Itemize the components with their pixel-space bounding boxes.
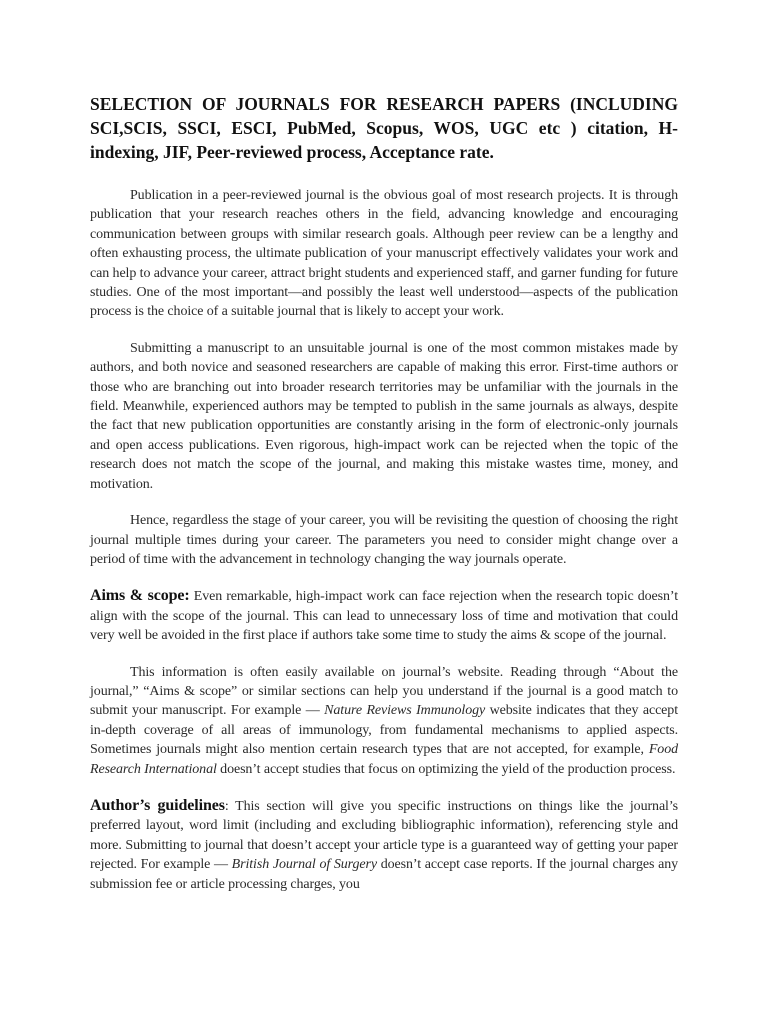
- text-segment: This information is often easily available on journal’s website. Reading through “About the journal,” “Aims & scope” or similar sections can help you understand if the journal is a good match to submit your manuscript. For example —: [90, 664, 678, 719]
- journal-name: Nature Reviews Immunology: [324, 703, 486, 719]
- text-segment: doesn’t accept case reports. If the journal charges any submission fee or article processing charges, you: [90, 857, 678, 892]
- journal-name: Food Research International: [90, 742, 678, 777]
- aims-scope-text: Even remarkable, high-impact work can face rejection when the research topic doesn’t align with the scope of the journal. This can lead to unnecessary loss of time and motivation that could very well be avoided in the first place if authors take some time to study the aims & scope of the journal.: [90, 589, 678, 644]
- document-page: [90, 92, 678, 911]
- author-guidelines-heading: Author’s guidelines: [90, 796, 225, 814]
- journal-name: British Journal of Surgery: [231, 857, 377, 873]
- paragraph-aims-scope: [90, 586, 678, 645]
- paragraph-author-guidelines: [90, 796, 678, 894]
- document-title: SELECTION OF JOURNALS FOR RESEARCH PAPERS (INCLUDING SCI,SCIS, SSCI, ESCI, PubMed, Scopus, WOS, UGC etc ) citation, H-indexing, JIF, Peer-reviewed process, Acceptance rate.: [90, 94, 678, 162]
- text-segment: doesn’t accept studies that focus on optimizing the yield of the production process.: [216, 761, 676, 777]
- text-segment: website indicates that they accept in-depth coverage of all areas of immunology, from fundamental mechanisms to applied aspects. Sometimes journals might also mention certain research types that are not accepted, for example,: [90, 703, 678, 758]
- aims-scope-heading: Aims & scope:: [90, 587, 190, 605]
- paragraph-career-stage: Hence, regardless the stage of your career, you will be revisiting the question of choosing the right journal multiple times during your career. The parameters you need to consider might change over a period of time with the advancement in technology changing the way journals operate.: [90, 513, 678, 567]
- paragraph-unsuitable-journal: Submitting a manuscript to an unsuitable journal is one of the most common mistakes made by authors, and both novice and seasoned researchers are capable of making this error. First-time authors or those who are branching out into broader research territories may be unfamiliar with the journals in the field. Meanwhile, experienced authors may be tempted to publish in the same journals as always, despite the fact that new publication opportunities are constantly arising in the form of electronic-only journals and open access publications. Even rigorous, high-impact work can be rejected when the topic of the research does not match the scope of the journal, and making this mistake wastes time, money, and motivation.: [90, 340, 678, 492]
- paragraph-intro: Publication in a peer-reviewed journal is the obvious goal of most research projects. It is through publication that your research reaches others in the field, advancing knowledge and encouraging communication between groups with similar research goals. Although peer review can be a lengthy and often exhausting process, the ultimate publication of your manuscript effectively validates your work and can help to advance your career, attract bright students and experienced staff, and garner funding for future studies. One of the most important—and possibly the least well understood—aspects of the publication process is the choice of a suitable journal that is likely to accept your work.: [90, 188, 678, 320]
- paragraph-journal-website: [90, 663, 678, 779]
- text-segment: : This section will give you specific instructions on things like the journal’s preferred layout, word limit (including and excluding bibliographic information), referencing style and more. Submitting to journal that doesn’t accept your article type is a guaranteed way of getting your paper rejected. For example —: [90, 798, 678, 873]
